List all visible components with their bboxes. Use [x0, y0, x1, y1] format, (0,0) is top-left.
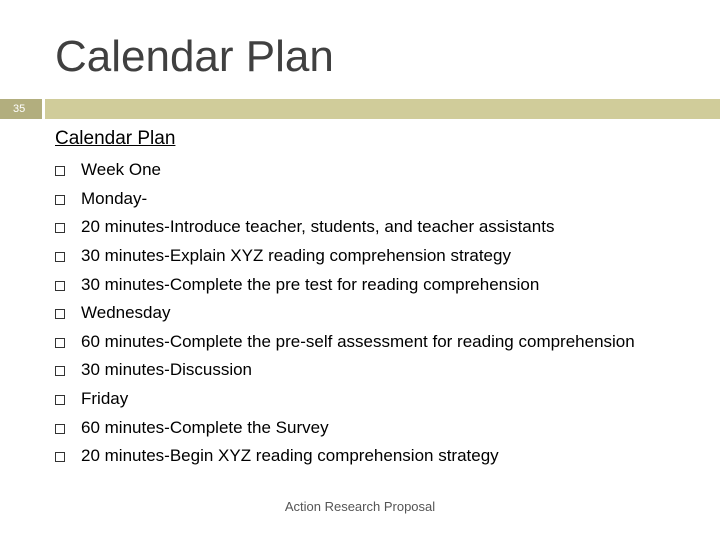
square-bullet-icon [55, 166, 65, 176]
list-item-text: 20 minutes-Introduce teacher, students, and teacher assistants [81, 217, 555, 237]
bullet-list [55, 156, 635, 471]
list-item-text: Monday- [81, 188, 148, 208]
list-item-text: Week One [81, 160, 162, 180]
title-divider-bar [45, 99, 720, 119]
list-item-text: Friday [81, 389, 129, 409]
slide-title: Calendar Plan [55, 32, 334, 81]
slide-number-bar [0, 99, 42, 119]
section-heading: Calendar Plan [55, 128, 176, 149]
list-item [55, 413, 635, 442]
slide-footer: Action Research Proposal [284, 499, 436, 514]
list-item-text: 30 minutes-Explain XYZ reading comprehension strategy [81, 246, 511, 266]
list-item [55, 356, 635, 385]
square-bullet-icon [55, 223, 65, 233]
list-item [55, 442, 635, 471]
list-item [55, 270, 635, 299]
list-item-text: Wednesday [81, 303, 171, 323]
square-bullet-icon [55, 309, 65, 319]
list-item [55, 328, 635, 357]
list-item-text: 60 minutes-Complete the pre-self assessment for reading comprehension [81, 331, 635, 351]
square-bullet-icon [55, 395, 65, 405]
list-item [55, 385, 635, 414]
list-item-text: 60 minutes-Complete the Survey [81, 417, 329, 437]
list-item [55, 185, 635, 214]
square-bullet-icon [55, 252, 65, 262]
list-item [55, 213, 635, 242]
square-bullet-icon [55, 424, 65, 434]
list-item [55, 299, 635, 328]
list-item-text: 30 minutes-Complete the pre test for reading comprehension [81, 274, 540, 294]
list-item-text: 30 minutes-Discussion [81, 360, 253, 380]
slide-number: 35 [13, 103, 26, 115]
list-item-text: 20 minutes-Begin XYZ reading comprehension strategy [81, 446, 499, 466]
square-bullet-icon [55, 452, 65, 462]
list-item [55, 242, 635, 271]
square-bullet-icon [55, 281, 65, 291]
square-bullet-icon [55, 366, 65, 376]
list-item [55, 156, 635, 185]
square-bullet-icon [55, 338, 65, 348]
square-bullet-icon [55, 195, 65, 205]
